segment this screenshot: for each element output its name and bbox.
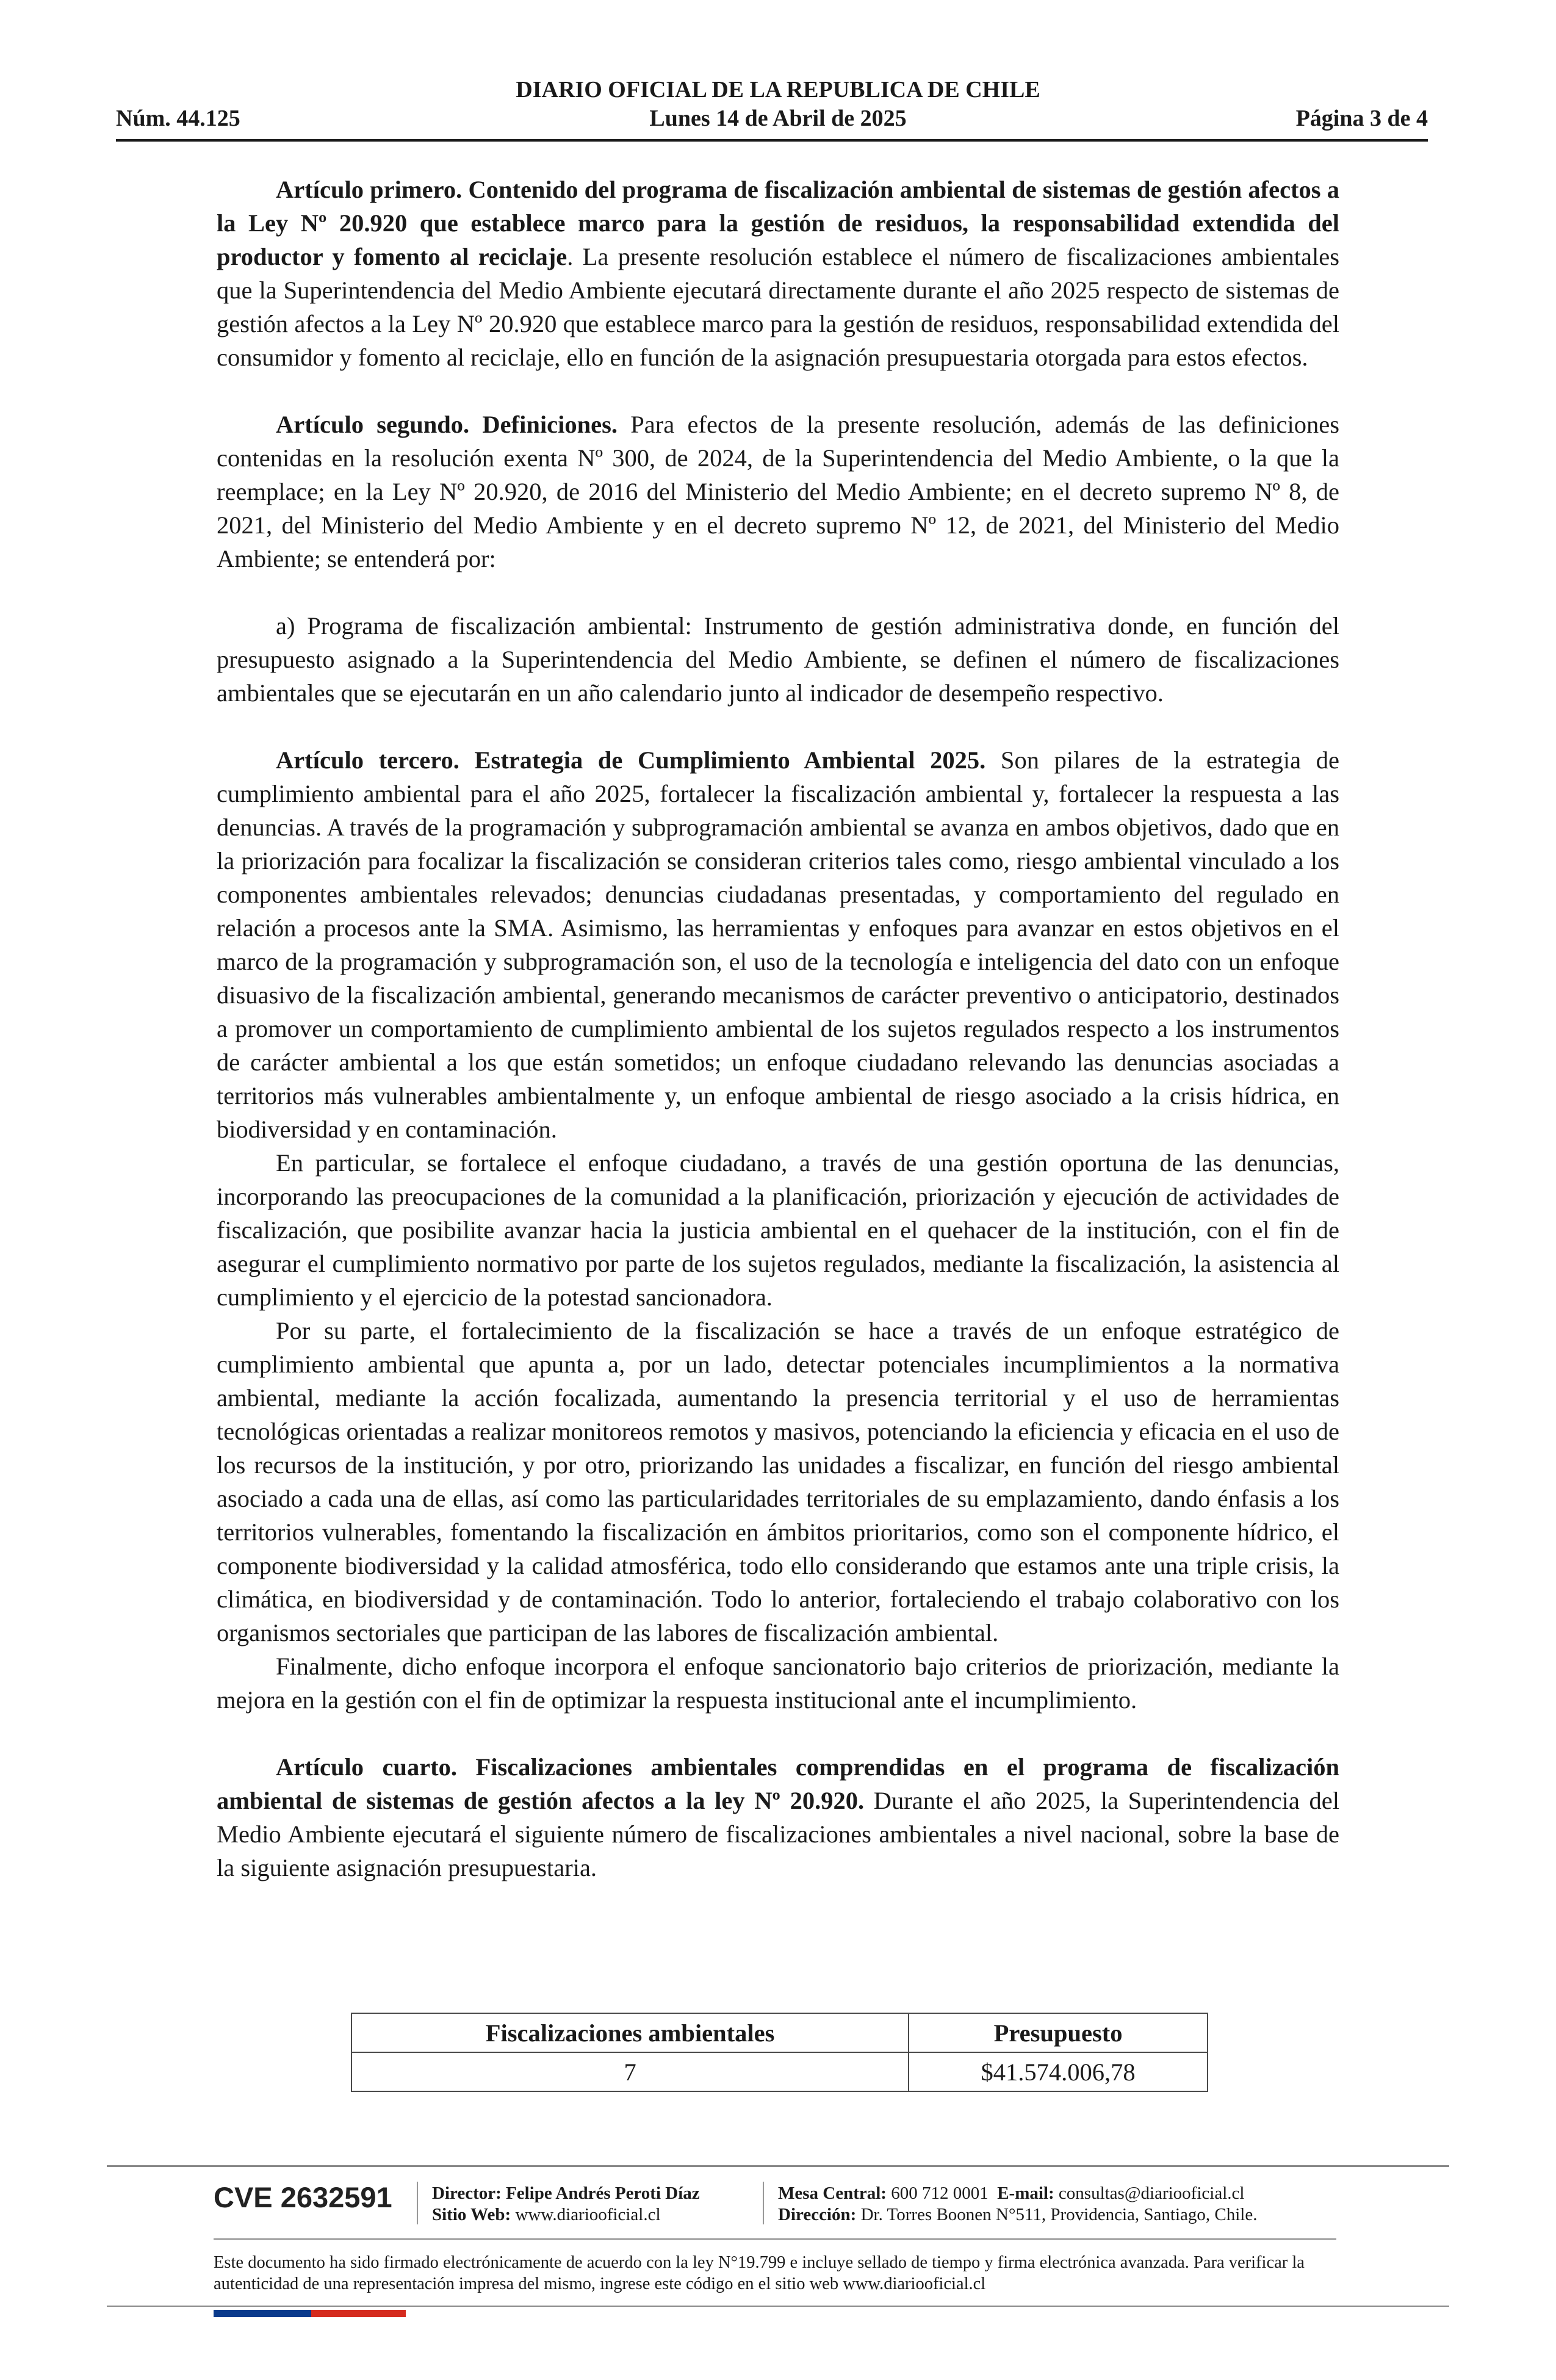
phone-number: 600 712 0001	[891, 2183, 989, 2203]
table-header-cell: Presupuesto	[909, 2013, 1208, 2052]
cve-code: CVE 2632591	[214, 2181, 392, 2213]
article-tercero-paragraph: En particular, se fortalece el enfoque ciudadano, a través de una gestión oportuna de las denuncias, incorporando las preocupaciones de la comunidad a la planificación, priorización y ejecución de actividades de fiscalización, que posibilite avanzar hacia la justicia ambiental en el quehacer de la institución, con el fin de asegurar el cumplimiento normativo por parte de los sujetos regulados, mediante la fiscalización, la asistencia al cumplimiento y el ejercicio de la potestad sancionadora.	[217, 1149, 1339, 1311]
article-tercero-paragraph: Por su parte, el fortalecimiento de la fiscalización se hace a través de un enfoque estratégico de cumplimiento ambiental que apunta a, por un lado, detectar potenciales incumplimientos a la normativa ambiental, mediante la acción focalizada, aumentando la presencia territorial y el uso de herramientas tecnológicas orientadas a realizar monitoreos remotos y masivos, potenciando la eficiencia y eficacia en el uso de los recursos de la institución, y por otro, priorizando las unidades a fiscalizar, en función del riesgo ambiental asociado a cada una de ellas, así como las particularidades territoriales de su emplazamiento, dando énfasis a los territorios vulnerables, fomentando la fiscalización en ámbitos prioritarios, como son el componente hídrico, el componente biodiversidad y la calidad atmosférica, todo ello considerando que estamos ante una triple crisis, la climática, en biodiversidad y de contaminación. Todo lo anterior, fortaleciendo el trabajo colaborativo con los organismos sectoriales que participan de las labores de fiscalización ambiental.	[217, 1317, 1339, 1646]
article-tercero-text: Son pilares de la estrategia de cumplimiento ambiental para el año 2025, fortalecer la fiscalización ambiental y, fortalecer la respuesta a las denuncias. A través de la programación y subprogramación ambiental se avanza en ambos objetivos, dado que en la priorización para focalizar la fiscalización se consideran criterios tales como, riesgo ambiental vinculado a los componentes ambientales relevados; denuncias ciudadanas presentadas, y comportamiento del regulado en relación a procesos ante la SMA. Asimismo, las herramientas y enfoques para avanzar en estos objetivos en el marco de la programación y subprogramación son, el uso de la tecnología e inteligencia del dato con un enfoque disuasivo de la fiscalización ambiental, generando mecanismos de carácter preventivo o anticipatorio, destinados a promover un comportamiento de cumplimiento ambiental de los sujetos regulados respecto a los instrumentos de carácter ambiental a los que están sometidos; un enfoque ciudadano relevando las denuncias asociadas a territorios más vulnerables ambientalmente y, un enfoque ambiental de riesgo asociado a la crisis hídrica, en biodiversidad y en contaminación.	[217, 746, 1339, 1143]
article-segundo-text: Para efectos de la presente resolución, además de las definiciones contenidas en la resolución exenta Nº 300, de 2024, de la Superintendencia del Medio Ambiente, o la que la reemplace; en la Ley Nº 20.920, de 2016 del Ministerio del Medio Ambiente; en el decreto supremo Nº 8, de 2021, del Ministerio del Medio Ambiente y en el decreto supremo Nº 12, de 2021, del Ministerio del Medio Ambiente; se entenderá por:	[217, 411, 1339, 572]
footer-separator	[417, 2182, 418, 2224]
article-segundo-title: Artículo segundo. Definiciones.	[276, 411, 618, 438]
article-cuarto	[217, 1750, 1339, 1884]
director-block	[432, 2183, 700, 2226]
article-cuarto-title: Artículo cuarto. Fiscalizaciones ambientales comprendidas en el programa de fiscalización ambiental de sistemas de gestión afectos a la ley Nº 20.920.	[217, 1753, 1339, 1814]
table-cell: $41.574.006,78	[909, 2052, 1208, 2091]
website-label: Sitio Web:	[432, 2205, 511, 2224]
article-tercero	[217, 743, 1339, 1146]
article-cuarto-text: Durante el año 2025, la Superintendencia del Medio Ambiente ejecutará el siguiente número de fiscalizaciones ambientales a nivel nacional, sobre la base de la siguiente asignación presupuestaria.	[217, 1787, 1339, 1881]
newspaper-title: DIARIO OFICIAL DE LA REPUBLICA DE CHILE	[516, 77, 1040, 103]
table-header-row	[351, 2013, 1208, 2052]
website-link[interactable]: www.diariooficial.cl	[515, 2205, 661, 2224]
article-tercero-title: Artículo tercero. Estrategia de Cumplimiento Ambiental 2025.	[276, 746, 986, 774]
flag-stripe-red	[311, 2310, 406, 2317]
director-name: Felipe Andrés Peroti Díaz	[506, 2183, 700, 2203]
footer-divider	[107, 2165, 1449, 2167]
flag-stripe-blue	[214, 2310, 311, 2317]
footer-divider	[214, 2238, 1336, 2240]
signature-note: Este documento ha sido firmado electrónicamente de acuerdo con la ley N°19.799 e incluye sellado de tiempo y firma electrónica avanzada. Para verificar la autenticidad de una representación impresa del mismo, ingrese este código en el sitio web www.diariooficial.cl	[214, 2253, 1305, 2293]
table-cell: 7	[351, 2052, 909, 2091]
email-label: E-mail:	[997, 2183, 1054, 2203]
budget-table	[351, 2013, 1208, 2092]
header-divider	[116, 139, 1428, 142]
address-text: Dr. Torres Boonen N°511, Providencia, Santiago, Chile.	[860, 2205, 1258, 2224]
footer-divider	[107, 2306, 1449, 2307]
contact-block	[778, 2183, 1257, 2226]
page-indicator: Página 3 de 4	[1295, 106, 1428, 131]
issue-date: Lunes 14 de Abril de 2025	[649, 106, 907, 131]
article-primero-title: Artículo primero. Contenido del programa de fiscalización ambiental de sistemas de gestión afectos a la Ley Nº 20.920 que establece marco para la gestión de residuos, la responsabilidad extendida del productor y fomento al reciclaje	[217, 176, 1339, 270]
article-primero-text: . La presente resolución establece el número de fiscalizaciones ambientales que la Superintendencia del Medio Ambiente ejecutará directamente durante el año 2025 respecto de sistemas de gestión afectos a la Ley Nº 20.920 que establece marco para la gestión de residuos, responsabilidad extendida del consumidor y fomento al reciclaje, ello en función de la asignación presupuestaria otorgada para estos efectos.	[217, 243, 1339, 371]
address-label: Dirección:	[778, 2205, 857, 2224]
issue-number: Núm. 44.125	[116, 106, 240, 131]
director-label: Director:	[432, 2183, 502, 2203]
phone-label: Mesa Central:	[778, 2183, 887, 2203]
article-segundo	[217, 408, 1339, 575]
article-primero	[217, 173, 1339, 374]
definition-a: a) Programa de fiscalización ambiental: Instrumento de gestión administrativa donde, en función del presupuesto asignado a la Superintendencia del Medio Ambiente, se definen el número de fiscalizaciones ambientales que se ejecutarán en un año calendario junto al indicador de desempeño respectivo.	[217, 612, 1339, 707]
email-link[interactable]: consultas@diariooficial.cl	[1058, 2183, 1245, 2203]
table-row	[351, 2052, 1208, 2091]
document-body	[217, 173, 1339, 1884]
article-tercero-paragraph: Finalmente, dicho enfoque incorpora el enfoque sancionatorio bajo criterios de priorización, mediante la mejora en la gestión con el fin de optimizar la respuesta institucional ante el incumplimiento.	[217, 1653, 1339, 1714]
footer-separator	[763, 2182, 764, 2224]
table-header-cell: Fiscalizaciones ambientales	[351, 2013, 909, 2052]
